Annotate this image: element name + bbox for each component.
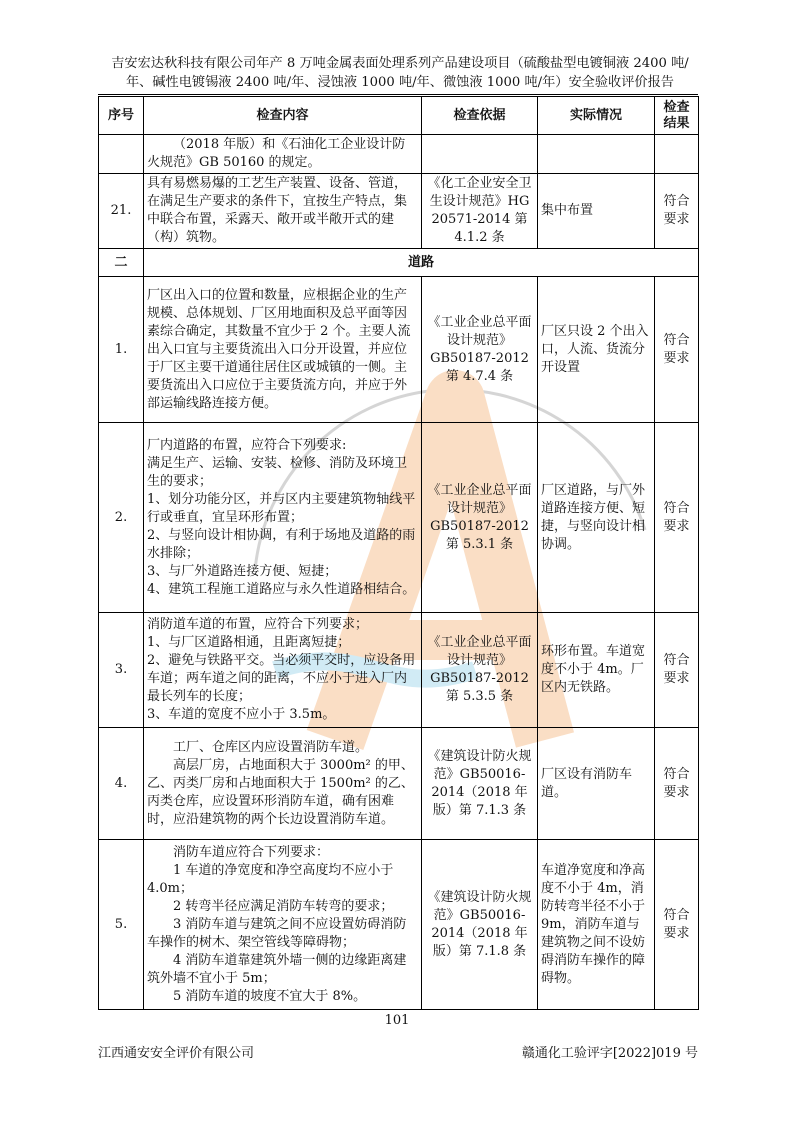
- table-row: [99, 840, 699, 1010]
- row-content: 厂区出入口的位置和数量，应根据企业的生产规模、总体规划、厂区用地面积及总平面等因素综合确定，其数量不宜少于 2 个。主要人流出入口宜与主要货流出入口分开设置，并应位于厂区主要干道通往居住区或城镇的一侧。主要货流出入口应位于主要货流方向，并应于外部运输线路连接方便。: [144, 277, 422, 423]
- row-no: 5.: [99, 840, 144, 1010]
- row-content: [144, 840, 422, 1010]
- row-content: [144, 613, 422, 728]
- report-header: [100, 54, 700, 92]
- row-result: 符合要求: [655, 840, 699, 1010]
- row-no: 1.: [99, 277, 144, 423]
- content-line: 2 转弯半径应满足消防车转弯的要求；: [173, 898, 394, 914]
- row-basis: 《工业企业总平面设计规范》GB50187-2012 第 4.7.4 条: [422, 277, 538, 423]
- row-content: [144, 423, 422, 613]
- row-no: 2.: [99, 423, 144, 613]
- content-line: 高层厂房，占地面积大于 3000m² 的甲、乙、丙类厂房和占地面积大于 1500m² 的乙、丙类仓库，应设置环形消防车道，确有困难时，应沿建筑物的两个长边设置消防车道。: [147, 757, 414, 827]
- col-header-result-line1: 检查: [663, 99, 690, 115]
- content-line: 5 消防车道的坡度不宜大于 8%。: [173, 988, 367, 1004]
- col-header-basis: 检查依据: [422, 97, 538, 135]
- row-basis: 《工业企业总平面设计规范》GB50187-2012 第 5.3.1 条: [422, 423, 538, 613]
- row-no: 4.: [99, 728, 144, 840]
- row-result: 符合要求: [655, 728, 699, 840]
- row-result: 符合要求: [655, 277, 699, 423]
- content-line: 消防车道应符合下列要求：: [173, 844, 330, 860]
- row-content: （2018 年版）和《石油化工企业设计防火规范》GB 50160 的规定。: [144, 135, 422, 174]
- row-content: [144, 728, 422, 840]
- footer-company: 江西通安安全评价有限公司: [98, 1046, 255, 1061]
- row-result: 符合要求: [655, 613, 699, 728]
- row-actual: [538, 135, 655, 174]
- row-actual: 车道净宽度和净高度不小于 4m，消防转弯半径不小于 9m，消防车道与建筑物之间不设妨碍消防车操作的障碍物。: [538, 840, 655, 1010]
- content-line: 1、划分功能分区，并与区内主要建筑物轴线平行或垂直，宜呈环形布置；: [147, 491, 416, 525]
- row-actual: 集中布置: [538, 174, 655, 249]
- table-header-row: [99, 97, 699, 135]
- row-no: 21.: [99, 174, 144, 249]
- footer-doc-number: 赣通化工验评字[2022]019 号: [521, 1046, 698, 1061]
- content-line: 厂内道路的布置，应符合下列要求:: [147, 437, 347, 453]
- header-line-1: 吉安宏达秋科技有限公司年产 8 万吨金属表面处理系列产品建设项目（硫酸盐型电镀铜液 2400 吨/: [111, 56, 689, 71]
- content-line: 消防道车道的布置，应符合下列要求；: [147, 617, 369, 632]
- content-line: 1 车道的净宽度和净空高度均不应小于 4.0m；: [147, 862, 394, 896]
- col-header-no: 序号: [99, 97, 144, 135]
- row-content: 具有易燃易爆的工艺生产装置、设备、管道，在满足生产要求的条件下，宜按生产特点，集中联合布置，采露天、敞开或半敞开式的建（构）筑物。: [144, 174, 422, 249]
- content-line: 2、避免与铁路平交。当必须平交时，应设备用车道；两车道之间的距离，不应小于进入厂内最长列车的长度；: [147, 653, 416, 704]
- col-header-content: 检查内容: [144, 97, 422, 135]
- content-line: 3、车道的宽度不应小于 3.5m。: [147, 707, 336, 722]
- row-actual: 厂区道路，与厂外道路连接方便、短捷，与竖向设计相协调。: [538, 423, 655, 613]
- col-header-result: [655, 97, 699, 135]
- table-row: [99, 277, 699, 423]
- content-line: 1、与厂区道路相通，且距离短捷；: [147, 635, 351, 650]
- content-line: 3、与厂外道路连接方便、短捷；: [147, 563, 338, 579]
- row-basis: [422, 135, 538, 174]
- section-row: [99, 249, 699, 277]
- content-line: 工厂、仓库区内应设置消防车道。: [173, 739, 369, 755]
- row-basis: 《建筑设计防火规范》GB50016-2014（2018 年版）第 7.1.8 条: [422, 840, 538, 1010]
- content-line: 3 消防车道与建筑之间不应设置妨碍消防车操作的树木、架空管线等障碍物；: [147, 916, 407, 950]
- row-actual: 环形布置。车道宽度不小于 4m。厂区内无铁路。: [538, 613, 655, 728]
- table-row: [99, 423, 699, 613]
- row-no: 3.: [99, 613, 144, 728]
- table-row: [99, 174, 699, 249]
- content-line: 4、建筑工程施工道路应与永久性道路相结合。: [147, 581, 416, 597]
- section-title: 道路: [144, 249, 699, 277]
- content-line: 满足生产、运输、安装、检修、消防及环境卫生的要求；: [147, 455, 408, 489]
- row-basis: 《工业企业总平面设计规范》GB50187-2012 第 5.3.5 条: [422, 613, 538, 728]
- col-header-result-line2: 结果: [663, 115, 690, 131]
- table-row: [99, 135, 699, 174]
- row-actual: 厂区设有消防车道。: [538, 728, 655, 840]
- inspection-table: [98, 96, 699, 1010]
- row-result: [655, 135, 699, 174]
- table-row: [99, 613, 699, 728]
- content-line: 2、与竖向设计相协调，有利于场地及道路的雨水排除；: [147, 527, 416, 561]
- header-divider: [98, 94, 698, 95]
- row-result: 符合要求: [655, 423, 699, 613]
- row-basis: 《建筑设计防火规范》GB50016-2014（2018 年版）第 7.1.3 条: [422, 728, 538, 840]
- row-basis: 《化工企业安全卫生设计规范》HG 20571-2014 第 4.1.2 条: [422, 174, 538, 249]
- page-number: 101: [384, 1013, 410, 1028]
- header-line-2: 年、碱性电镀锡液 2400 吨/年、浸蚀液 1000 吨/年、微蚀液 1000 吨/年）安全验收评价报告: [126, 75, 674, 90]
- col-header-actual: 实际情况: [538, 97, 655, 135]
- row-result: 符合要求: [655, 174, 699, 249]
- row-no: [99, 135, 144, 174]
- content-line: 4 消防车道靠建筑外墙一侧的边缘距离建筑外墙不宜小于 5m；: [147, 952, 407, 986]
- section-no: 二: [99, 249, 144, 277]
- table-row: [99, 728, 699, 840]
- row-actual: 厂区只设 2 个出入口，人流、货流分开设置: [538, 277, 655, 423]
